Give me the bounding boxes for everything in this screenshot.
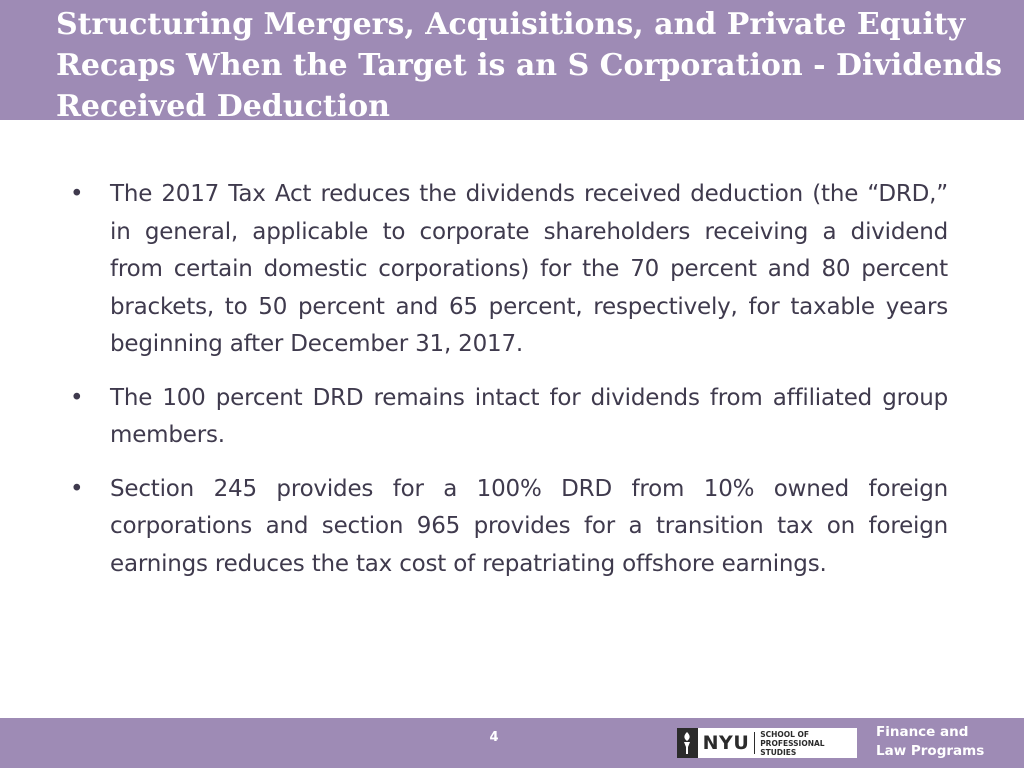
page-number: 4: [489, 730, 499, 745]
footer-bar: [0, 718, 1024, 768]
program-label: Finance and Law Programs: [876, 724, 985, 759]
torch-icon: [677, 728, 698, 758]
torch-icon-graphic: [681, 731, 693, 755]
bullet-list: [70, 176, 948, 599]
bullet-marker: •: [70, 475, 84, 502]
bullet-text: The 2017 Tax Act reduces the dividends received deduction (the “DRD,” in general, applicable to corporate shareholders receiving a dividend from certain domestic corporations) for the 70 percent and 80 percent brackets, to 50 percent and 65 percent, respectively, for taxable years beginning after December 31, 2017.: [110, 181, 948, 357]
nyu-wordmark: NYU: [702, 732, 750, 754]
bullet-text: The 100 percent DRD remains intact for dividends from affiliated group members.: [110, 384, 948, 448]
bullet-item: [70, 380, 948, 455]
bullet-text: Section 245 provides for a 100% DRD from 10% owned foreign corporations and section 965 provides for a transition tax on foreign earnings reduces the tax cost of repatriating offshore earnings.: [110, 475, 948, 577]
nyu-sps-logo: [677, 728, 857, 758]
slide-title: Structuring Mergers, Acquisitions, and Private Equity Recaps When the Target is an S Corporation - Dividends Received Deduction: [56, 7, 1002, 124]
bullet-marker: •: [70, 384, 84, 411]
title-bar: [0, 0, 1024, 124]
bullet-item: [70, 176, 948, 364]
bullet-marker: •: [70, 181, 84, 207]
school-name: SCHOOL OF PROFESSIONAL STUDIES: [760, 729, 825, 757]
bullet-item: [70, 471, 948, 584]
logo-divider: [754, 732, 755, 754]
